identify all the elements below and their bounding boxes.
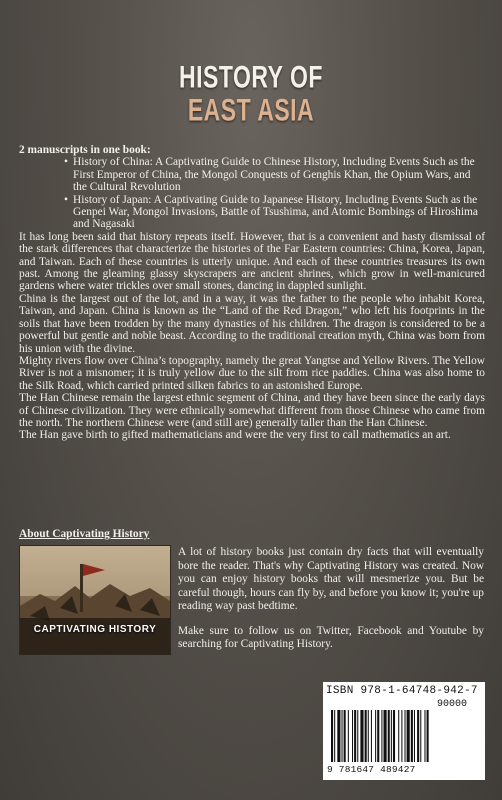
barcode-bar: [417, 710, 419, 762]
barcode-bar: [342, 710, 343, 762]
manuscript-list: [19, 156, 485, 230]
barcode-bar: [427, 710, 429, 762]
about-paragraph: Make sure to follow us on Twitter, Facebook and Youtube by searching for Captivating History.: [178, 624, 484, 650]
about-paragraph: A lot of history books just contain dry facts that will eventually bore the reader. That's why Captivating History was created. Now you can enjoy history books that will mesmerize you. But be careful though, hours can fly by, and before you know it; you're up reading way past bedtime.: [178, 546, 484, 612]
barcode-bar: [401, 710, 402, 762]
book-title-line2: EAST ASIA: [187, 92, 315, 128]
barcode-bar: [344, 710, 346, 762]
barcode-bar: [331, 710, 333, 762]
description-paragraph: It has long been said that history repeats itself. However, that is a convenient and hasty dismissal of the stark differences that characterize the histories of the Far Eastern countries: China, Korea, Japan, and Taiwan. Each of these countries is utterly unique. And each of these countries treasures its own past. Among the gleaming glassy skyscrapers are ancient shrines, which grow in well-manicured gardens where water trickles over small stones, dancing in dappled sunlight.: [19, 230, 485, 293]
barcode-bar: [384, 710, 387, 762]
barcode-bar: [334, 710, 335, 762]
about-text: [178, 546, 484, 652]
description-paragraph: The Han Chinese remain the largest ethnic segment of China, and they have been since the early days of Chinese civilization. They were ethnically somewhat different from those Chinese who came from the north. The northern Chinese were (and still are) generally taller than the Han Chinese.: [19, 392, 485, 429]
barcode-bar: [407, 710, 410, 762]
barcode-bar: [375, 710, 376, 762]
barcode-bar: [405, 710, 406, 762]
barcode-bar: [420, 710, 421, 762]
isbn-label: ISBN 978-1-64748-942-7: [326, 685, 478, 697]
price-code: 90000: [437, 699, 468, 710]
manuscript-item: • History of Japan: A Captivating Guide to Japanese History, Including Events Such as the Genpei War, Mongol Invasions, Battle of Tsushima, and Atomic Bombings of Hiroshima and Nagasaki: [73, 194, 485, 231]
description-paragraph: China is the largest out of the lot, and in a way, it was the father to the people who inhabit Korea, Taiwan, and Japan. China is known as the “Land of the Red Dragon,” who left his footprints in the soils that have been trodden by the many dynasties of his children. The dragon is considered to be a powerful but gentle and noble beast. According to the traditional creation myth, China was born from his union with the divine.: [19, 292, 485, 355]
barcode-bar: [352, 710, 353, 762]
barcode-bar: [377, 710, 379, 762]
barcode-bar: [368, 710, 369, 762]
barcode-bar: [391, 710, 392, 762]
barcode-bar: [348, 710, 349, 762]
barcode-bar: [365, 710, 367, 762]
barcode-bar: [357, 710, 358, 762]
barcode-digits: 9 781647 489427: [327, 764, 416, 775]
barcode-bar: [424, 710, 425, 762]
barcode-bars: [329, 710, 479, 762]
isbn-barcode: [323, 682, 485, 780]
book-title-line1: HISTORY OF: [179, 59, 323, 95]
barcode-bar: [393, 710, 395, 762]
barcode-bar: [398, 710, 399, 762]
barcode-bar: [371, 710, 372, 762]
barcode-bar: [414, 710, 415, 762]
barcode-bar: [411, 710, 413, 762]
publisher-logo-text: CAPTIVATING HISTORY: [33, 624, 157, 635]
description-paragraph: Mighty rivers flow over China’s topography, namely the great Yangtse and Yellow Rivers. The Yellow River is not a misnomer; it is truly yellow due to the silt from rice paddies. China was also home to the Silk Road, which carried printed silken fabrics to an astonished Europe.: [19, 354, 485, 392]
book-description: [19, 144, 485, 442]
barcode-bar: [337, 710, 340, 762]
publisher-logo-image: [19, 545, 171, 655]
description-paragraph: The Han gave birth to gifted mathematicians and were the very first to call mathematics an art.: [19, 429, 451, 442]
barcode-bar: [360, 710, 363, 762]
about-heading: About Captivating History: [19, 528, 150, 540]
barcode-bar: [381, 710, 382, 762]
manuscripts-intro: 2 manuscripts in one book:: [19, 144, 151, 156]
barcode-bar: [388, 710, 390, 762]
battle-scene-illustration: [20, 546, 170, 654]
barcode-bar: [354, 710, 356, 762]
manuscript-item: • History of China: A Captivating Guide to Chinese History, Including Events Such as the First Emperor of China, the Mongol Conquests of Genghis Khan, the Opium Wars, and the Cultural Revolution: [73, 156, 485, 193]
